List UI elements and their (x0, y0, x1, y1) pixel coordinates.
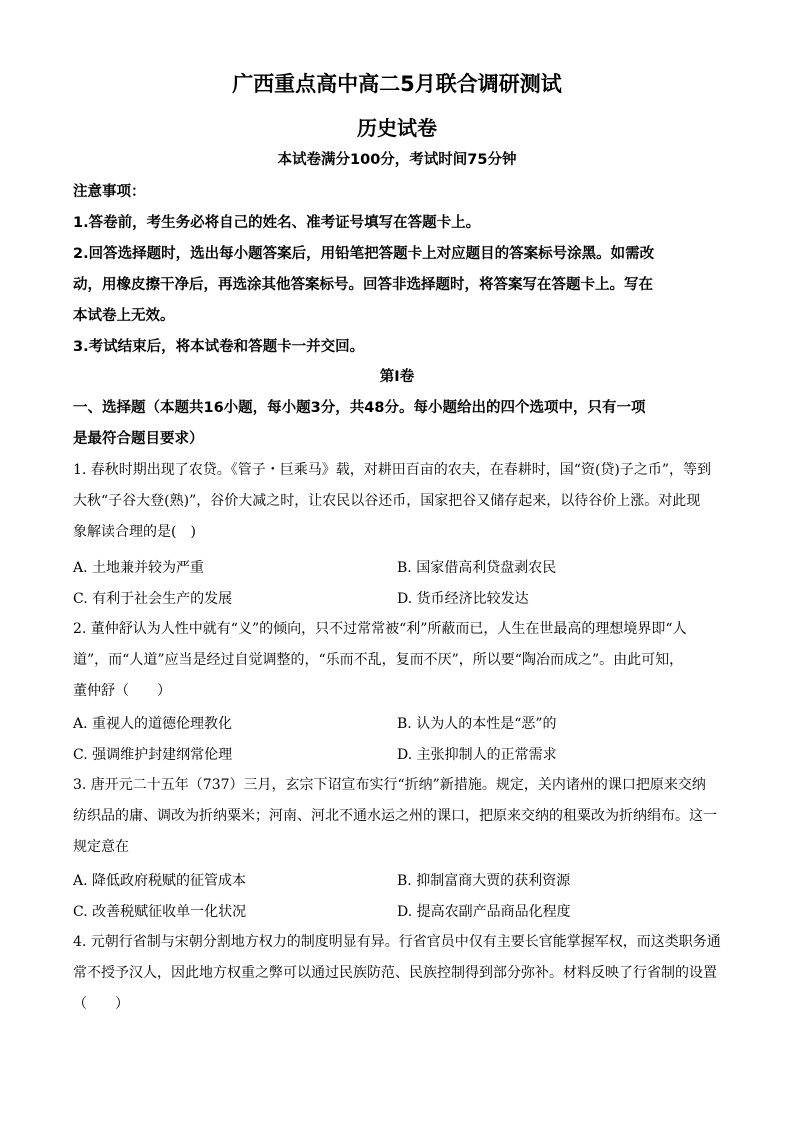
question-2 (73, 614, 721, 707)
notes-heading: 注意事项： (73, 184, 146, 200)
subject-title: 历史试卷 (357, 116, 437, 140)
question-text: 纺织品的庸、调改为折纳粟米；河南、河北不通水运之州的课口，把原来交纳的租粟改为折纳绢布。这一 (73, 808, 717, 824)
option-c: C. 有利于社会生产的发展 (73, 591, 233, 607)
section-instruction (73, 393, 721, 455)
notes-block (73, 177, 721, 363)
option-b: B. 国家借高利贷盘剥农民 (397, 560, 557, 576)
section-label: 第Ⅰ卷 (379, 369, 415, 385)
option-b: B. 认为人的本性是“恶”的 (397, 716, 557, 732)
option-c: C. 改善税赋征收单一化状况 (73, 904, 247, 920)
option-d: D. 提高农副产品商品化程度 (397, 904, 571, 920)
note-line: 2.回答选择题时，选出每小题答案后，用铅笔把答题卡上对应题目的答案标号涂黑。如需改 (73, 246, 655, 262)
question-text: 常不授予汉人，因此地方权重之弊可以通过民族防范、民族控制得到部分弥补。材料反映了行省制的设置 (73, 965, 717, 981)
question-text: 董仲舒（ ） (73, 683, 171, 699)
question-text: 规定意在 (73, 839, 129, 855)
question-text: 1. 春秋时期出现了农贷。《管子・巨乘马》载，对耕田百亩的农夫，在春耕时，国“资(贷)子之币”，等到 (73, 462, 712, 478)
question-text: 道”，而“人道”应当是经过自觉调整的，“乐而不乱，复而不厌”，所以要“陶冶而成之”。由此可知， (73, 652, 684, 668)
note-line: 1.答卷前，考生务必将自己的姓名、准考证号填写在答题卡上。 (73, 215, 481, 231)
question-3 (73, 770, 721, 863)
option-a: A. 土地兼并较为严重 (73, 560, 205, 576)
instruction-line: 一、选择题（本题共16小题，每小题3分，共48分。每小题给出的四个选项中，只有一项 (73, 400, 646, 416)
option-a: A. 重视人的道德伦理教化 (73, 716, 233, 732)
option-a: A. 降低政府税赋的征管成本 (73, 873, 247, 889)
note-line: 3.考试结束后，将本试卷和答题卡一并交回。 (73, 339, 365, 355)
question-1 (73, 455, 721, 548)
note-line: 动，用橡皮擦干净后，再选涂其他答案标号。回答非选择题时，将答案写在答题卡上。写在 (73, 277, 653, 293)
note-line: 本试卷上无效。 (73, 308, 175, 324)
question-text: 象解读合理的是( ) (73, 524, 196, 540)
option-b: B. 抑制富商大贾的获利资源 (397, 873, 571, 889)
exam-title: 广西重点高中高二5月联合调研测试 (232, 72, 562, 96)
question-text: 大秋“子谷大登(熟)”，谷价大减之时，让农民以谷还币，国家把谷又储存起来，以待谷价上涨。对此现 (73, 493, 701, 509)
question-4 (73, 927, 721, 1020)
option-d: D. 货币经济比较发达 (397, 591, 529, 607)
exam-info: 本试卷满分100分，考试时间75分钟 (277, 152, 517, 168)
option-d: D. 主张抑制人的正常需求 (397, 747, 557, 763)
instruction-line: 是最符合题目要求） (73, 431, 204, 447)
option-c: C. 强调维护封建纲常伦理 (73, 747, 233, 763)
question-text: 2. 董仲舒认为人性中就有“义”的倾向，只不过常常被“利”所蔽而已，人生在世最高的理想境界即“人 (73, 621, 687, 637)
question-text: 3. 唐开元二十五年（737）三月，玄宗下诏宣布实行“折纳”新措施。规定，关内诸州的课口把原来交纳 (73, 777, 706, 793)
question-text: （ ） (73, 996, 129, 1012)
question-text: 4. 元朝行省制与宋朝分割地方权力的制度明显有异。行省官员中仅有主要长官能掌握军权，而这类职务通 (73, 934, 721, 950)
